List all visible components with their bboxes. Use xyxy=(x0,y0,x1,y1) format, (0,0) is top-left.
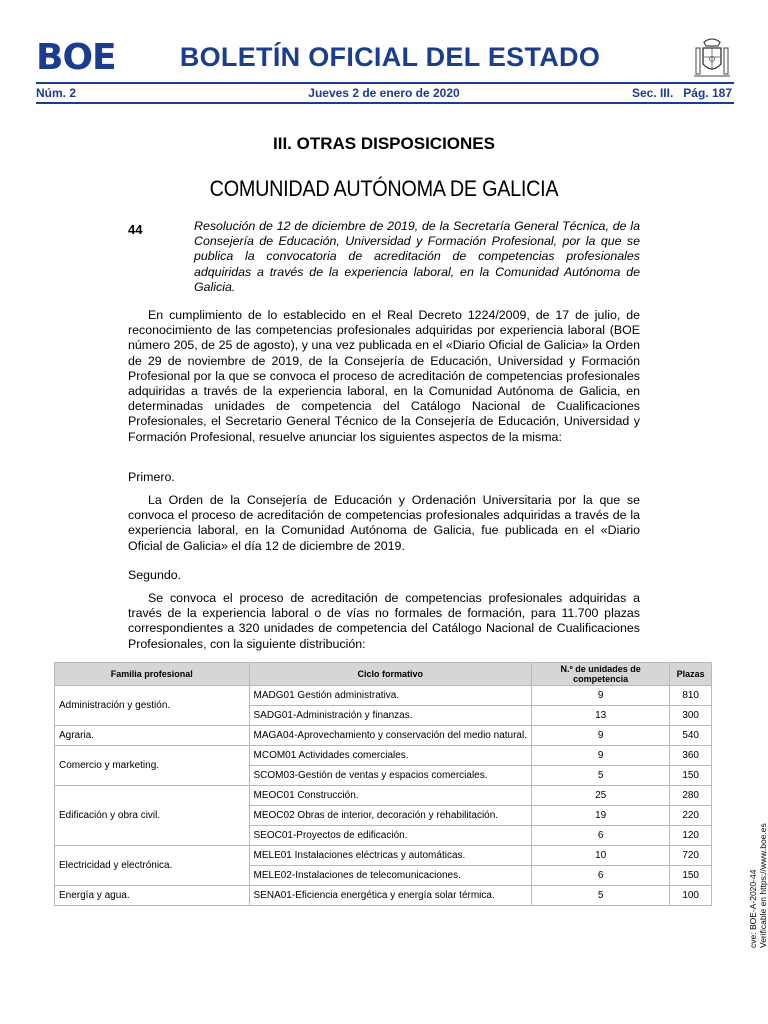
disposition-number: 44 xyxy=(128,222,143,237)
issue-number: Núm. 2 xyxy=(36,86,77,100)
table-row xyxy=(55,846,712,866)
table-row xyxy=(55,726,712,746)
units-cell: 10 xyxy=(532,846,670,866)
coat-of-arms-icon xyxy=(690,36,734,80)
verification-url: Verificable en https://www.boe.es xyxy=(758,823,768,948)
gazette-title: BOLETÍN OFICIAL DEL ESTADO xyxy=(179,42,601,72)
cve-code: cve: BOE-A-2020-44 xyxy=(748,869,758,948)
issue-date: Jueves 2 de enero de 2020 xyxy=(308,86,460,100)
table-row xyxy=(55,686,712,706)
boe-logo xyxy=(36,37,116,78)
places-cell: 360 xyxy=(670,746,712,766)
units-cell: 19 xyxy=(532,806,670,826)
places-cell: 810 xyxy=(670,686,712,706)
places-cell: 540 xyxy=(670,726,712,746)
distribution-table xyxy=(54,662,712,906)
places-cell: 120 xyxy=(670,826,712,846)
units-cell: 9 xyxy=(532,726,670,746)
units-cell: 5 xyxy=(532,766,670,786)
cycle-cell: MAGA04-Aprovechamiento y conservación del medio natural. xyxy=(249,726,531,746)
first-section xyxy=(128,493,640,554)
boe-logo-text: BOE xyxy=(36,37,116,78)
table-row xyxy=(55,746,712,766)
units-cell: 5 xyxy=(532,886,670,906)
col-header-places: Plazas xyxy=(670,663,712,686)
section-page: Sec. III. Pág. 187 xyxy=(631,86,732,100)
units-cell: 9 xyxy=(532,686,670,706)
table-header-row xyxy=(55,663,712,686)
cycle-cell: MADG01 Gestión administrativa. xyxy=(249,686,531,706)
header-rule-top xyxy=(36,82,734,84)
section-title: III. OTRAS DISPOSICIONES xyxy=(273,134,495,153)
cycle-cell: MEOC02 Obras de interior, decoración y rehabilitación. xyxy=(249,806,531,826)
cycle-cell: SADG01-Administración y finanzas. xyxy=(249,706,531,726)
disposition-title: Resolución de 12 de diciembre de 2019, de la Secretaría General Técnica, de la Consejería de Educación, Universidad y Formación Profesional, por la que se publica la convocatoria de acreditación de competencias profesionales adquiridas a través de la experiencia laboral, en la Comunidad Autónoma de Galicia. xyxy=(194,219,640,294)
places-cell: 150 xyxy=(670,766,712,786)
family-cell: Edificación y obra civil. xyxy=(55,786,250,846)
places-cell: 150 xyxy=(670,866,712,886)
body-section xyxy=(128,308,640,445)
verification-note xyxy=(748,823,768,948)
col-header-cycle: Ciclo formativo xyxy=(249,663,531,686)
table-row xyxy=(55,786,712,806)
col-header-units: N.º de unidades de competencia xyxy=(532,663,670,686)
units-cell: 6 xyxy=(532,866,670,886)
units-cell: 25 xyxy=(532,786,670,806)
units-cell: 13 xyxy=(532,706,670,726)
cycle-cell: MCOM01 Actividades comerciales. xyxy=(249,746,531,766)
first-paragraph: La Orden de la Consejería de Educación y Ordenación Universitaria por la que se convoca el proceso de acreditación de competencias profesionales adquiridas a través de la experiencia laboral, en la Comunidad Autónoma de Galicia, fue publicada en el «Diario Oficial de Galicia» el día 12 de diciembre de 2019. xyxy=(128,493,640,553)
places-cell: 220 xyxy=(670,806,712,826)
cycle-cell: MEOC01 Construcción. xyxy=(249,786,531,806)
family-cell: Electricidad y electrónica. xyxy=(55,846,250,886)
family-cell: Administración y gestión. xyxy=(55,686,250,726)
cycle-cell: SEOC01-Proyectos de edificación. xyxy=(249,826,531,846)
family-cell: Agraria. xyxy=(55,726,250,746)
first-heading: Primero. xyxy=(128,470,175,484)
units-cell: 6 xyxy=(532,826,670,846)
family-cell: Comercio y marketing. xyxy=(55,746,250,786)
places-cell: 300 xyxy=(670,706,712,726)
places-cell: 720 xyxy=(670,846,712,866)
intro-paragraph: En cumplimiento de lo establecido en el Real Decreto 1224/2009, de 17 de julio, de reconocimiento de las competencias profesionales adquiridas por experiencia laboral (BOE número 205, de 25 de agosto), y una vez publicada en el «Diario Oficial de Galicia» la Orden de 29 de noviembre de 2019, de la Consejería de Educación, Universidad y Formación Profesional por la que se convoca el proceso de acreditación de competencias profesionales adquiridas a través de la experiencia laboral, en la Comunidad Autónoma de Galicia, en determinadas unidades de competencia del Catálogo Nacional de Cualificaciones Profesionales, el Secretario General Técnico de la Consejería de Educación, Universidad y Formación Profesional, resuelve anunciar los siguientes aspectos de la misma: xyxy=(128,308,640,444)
second-paragraph: Se convoca el proceso de acreditación de competencias profesionales adquiridas a través de la experiencia laboral o de vías no formales de formación, para 11.700 plazas correspondientes a 320 unidades de competencia del Catálogo Nacional de Cualificaciones Profesionales, con la siguiente distribución: xyxy=(128,591,640,651)
table-row xyxy=(55,886,712,906)
places-cell: 100 xyxy=(670,886,712,906)
cycle-cell: MELE02-Instalaciones de telecomunicaciones. xyxy=(249,866,531,886)
family-cell: Energía y agua. xyxy=(55,886,250,906)
places-cell: 280 xyxy=(670,786,712,806)
col-header-family: Familia profesional xyxy=(55,663,250,686)
units-cell: 9 xyxy=(532,746,670,766)
header-rule-bottom xyxy=(36,102,734,104)
cycle-cell: SENA01-Eficiencia energética y energía solar térmica. xyxy=(249,886,531,906)
region-title: COMUNIDAD AUTÓNOMA DE GALICIA xyxy=(209,176,559,201)
second-heading: Segundo. xyxy=(128,568,182,582)
cycle-cell: SCOM03-Gestión de ventas y espacios comerciales. xyxy=(249,766,531,786)
cycle-cell: MELE01 Instalaciones eléctricas y automáticas. xyxy=(249,846,531,866)
second-section xyxy=(128,591,640,652)
